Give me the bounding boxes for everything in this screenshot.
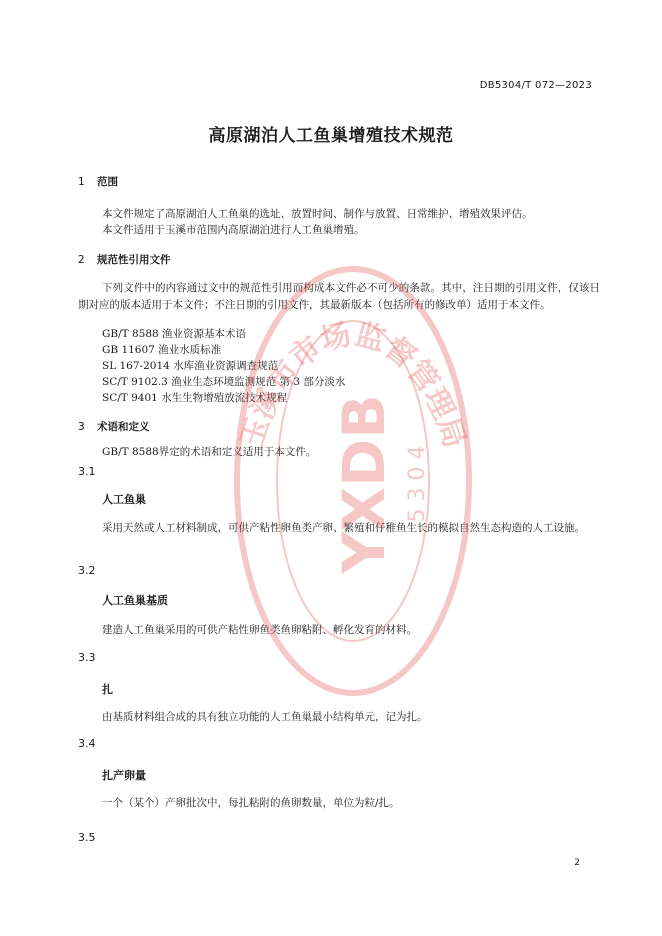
reference-item: SL 167-2014 水库渔业资源调查规范 <box>102 360 279 372</box>
section-2-heading <box>78 252 171 267</box>
term-definition: 采用天然或人工材料制成，可供产粘性卵鱼类产卵、繁殖和仔稚鱼生长的模拟自然生态构造的人工设施。 <box>102 522 585 534</box>
term-number: 3.1 <box>78 465 96 478</box>
term-definition: 由基质材料组合成的具有独立功能的人工鱼巢最小结构单元，记为扎。 <box>102 711 428 723</box>
paragraph: 下列文件中的内容通过文中的规范性引用而构成本文件必不可少的条款。其中，注日期的引用文件，仅该日期对应的版本适用于本文件；不注日期的引用文件，其最新版本（包括所有的修改单）适用于本文件。 <box>78 282 600 311</box>
section-title: 术语和定义 <box>97 421 150 433</box>
term-definition: 建造人工鱼巢采用的可供产粘性卵鱼类鱼卵粘附、孵化发育的材料。 <box>102 624 417 636</box>
term-number: 3.3 <box>78 651 96 664</box>
term-number: 3.4 <box>78 737 96 750</box>
term-title: 人工鱼巢 <box>102 493 146 506</box>
section-3-heading <box>78 419 150 434</box>
term-definition: 一个（某个）产卵批次中，每扎粘附的鱼卵数量，单位为粒/扎。 <box>102 797 400 809</box>
section-1-heading <box>78 174 118 189</box>
section-number: 3 <box>78 421 85 433</box>
term-title: 扎 <box>102 683 113 696</box>
reference-item: GB 11607 渔业水质标准 <box>102 344 222 356</box>
term-number: 3.2 <box>78 564 96 577</box>
section-title: 范围 <box>97 176 118 188</box>
paragraph: GB/T 8588界定的术语和定义适用于本文件。 <box>102 446 317 458</box>
section-title: 规范性引用文件 <box>97 254 171 266</box>
page-number: 2 <box>574 858 580 868</box>
reference-item: SC/T 9102.3 渔业生态环境监测规范 第 3 部分淡水 <box>102 376 346 388</box>
seal-number-text: 5 3 0 4 <box>405 445 430 523</box>
document-title: 高原湖泊人工鱼巢增殖技术规范 <box>208 126 454 146</box>
seal-outer-text: 玉溪市市场监督管理局 <box>233 316 473 453</box>
document-code: DB5304/T 072—2023 <box>479 80 592 91</box>
term-title: 人工鱼巢基质 <box>102 594 168 607</box>
paragraph: 本文件规定了高原湖泊人工鱼巢的选址、放置时间、制作与放置、日常维护、增殖效果评估。 <box>102 208 533 220</box>
paragraph: 本文件适用于玉溪市范围内高原湖泊进行人工鱼巢增殖。 <box>102 224 365 236</box>
reference-item: GB/T 8588 渔业资源基本术语 <box>102 328 247 340</box>
section-number: 2 <box>78 254 85 266</box>
seal-center-text: YXDB <box>330 394 399 574</box>
term-number: 3.5 <box>78 831 96 844</box>
reference-item: SC/T 9401 水生生物增殖放流技术规程 <box>102 392 288 404</box>
term-title: 扎产卵量 <box>102 769 146 782</box>
section-number: 1 <box>78 176 85 188</box>
